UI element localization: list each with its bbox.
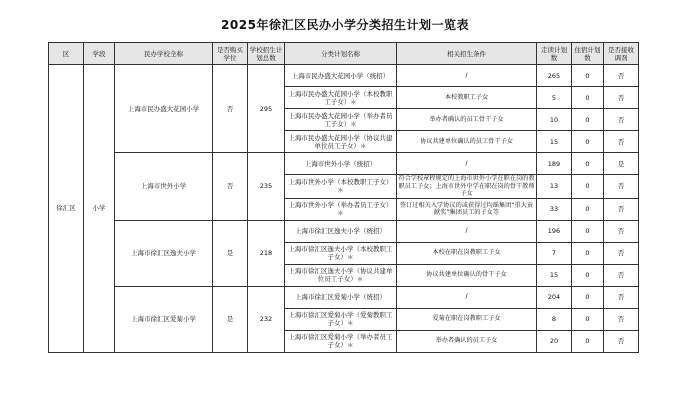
total-plan: 232 xyxy=(248,286,285,352)
boarding-plan: 0 xyxy=(572,308,604,330)
accept-transfer: 否 xyxy=(604,330,639,352)
day-plan: 13 xyxy=(537,175,572,199)
day-plan: 15 xyxy=(537,131,572,153)
stage-cell: 小学 xyxy=(84,65,115,353)
plan-name: 上海市世外小学（举办者员工子女）＊ xyxy=(285,198,397,220)
accept-transfer: 否 xyxy=(604,220,639,242)
header-boarding-plan: 住宿计划数 xyxy=(572,43,604,65)
plan-condition: 本校在职在岗教职工子女 xyxy=(397,242,537,264)
buy-seats: 否 xyxy=(213,153,248,221)
plan-condition: 举办者确认的员工子女 xyxy=(397,330,537,352)
plan-condition: 协议共建单位确认的员工骨干子女 xyxy=(397,131,537,153)
plan-name: 上海市民办盛大花园小学（举办者员工子女）＊ xyxy=(285,109,397,131)
plan-condition: 签订过相关入学协议的或获得过均瑶集团“重大贡献奖”集团员工的子女等 xyxy=(397,198,537,220)
table-row xyxy=(49,286,639,308)
plan-condition: 本校教职工子女 xyxy=(397,87,537,109)
day-plan: 15 xyxy=(537,264,572,286)
plan-condition: 爱菊在职在岗教职工子女 xyxy=(397,308,537,330)
header-day-plan: 走读计划数 xyxy=(537,43,572,65)
boarding-plan: 0 xyxy=(572,153,604,175)
header-stage: 学段 xyxy=(84,43,115,65)
accept-transfer: 否 xyxy=(604,131,639,153)
school-name: 上海市徐汇区爱菊小学 xyxy=(115,286,213,352)
day-plan: 265 xyxy=(537,65,572,87)
day-plan: 33 xyxy=(537,198,572,220)
plan-condition: 协议共建单位确认的骨干子女 xyxy=(397,264,537,286)
total-plan: 218 xyxy=(248,220,285,286)
header-total-plan: 学校招生计划总数 xyxy=(248,43,285,65)
accept-transfer: 否 xyxy=(604,198,639,220)
accept-transfer: 否 xyxy=(604,109,639,131)
plan-name: 上海市民办盛大花园小学（本校教职工子女）＊ xyxy=(285,87,397,109)
buy-seats: 是 xyxy=(213,220,248,286)
boarding-plan: 0 xyxy=(572,131,604,153)
day-plan: 7 xyxy=(537,242,572,264)
boarding-plan: 0 xyxy=(572,264,604,286)
boarding-plan: 0 xyxy=(572,109,604,131)
accept-transfer: 是 xyxy=(604,153,639,175)
school-name: 上海市民办盛大花园小学 xyxy=(115,65,213,153)
total-plan: 295 xyxy=(248,65,285,153)
accept-transfer: 否 xyxy=(604,65,639,87)
accept-transfer: 否 xyxy=(604,264,639,286)
boarding-plan: 0 xyxy=(572,242,604,264)
accept-transfer: 否 xyxy=(604,87,639,109)
plan-name: 上海市世外小学（本校教职工子女）＊ xyxy=(285,175,397,199)
boarding-plan: 0 xyxy=(572,198,604,220)
plan-condition: / xyxy=(397,286,537,308)
plan-name: 上海市徐汇区逸夫小学（协议共建单位员工子女）＊ xyxy=(285,264,397,286)
plan-name: 上海市徐汇区逸夫小学（统招） xyxy=(285,220,397,242)
accept-transfer: 否 xyxy=(604,242,639,264)
header-school-name: 民办学校全称 xyxy=(115,43,213,65)
header-buy-seats: 是否购买学位 xyxy=(213,43,248,65)
boarding-plan: 0 xyxy=(572,286,604,308)
total-plan: 235 xyxy=(248,153,285,221)
table-header-row xyxy=(49,43,639,65)
district-cell: 徐汇区 xyxy=(49,65,84,353)
boarding-plan: 0 xyxy=(572,330,604,352)
plan-name: 上海市徐汇区爱菊小学（爱菊教职工子女）＊ xyxy=(285,308,397,330)
boarding-plan: 0 xyxy=(572,220,604,242)
plan-name: 上海市民办盛大花园小学（统招） xyxy=(285,65,397,87)
plan-condition: / xyxy=(397,220,537,242)
plan-name: 上海市世外小学（统招） xyxy=(285,153,397,175)
enrollment-plan-table xyxy=(48,42,639,353)
plan-condition: 举办者确认的员工骨干子女 xyxy=(397,109,537,131)
header-plan-name: 分类计划名称 xyxy=(285,43,397,65)
boarding-plan: 0 xyxy=(572,87,604,109)
day-plan: 10 xyxy=(537,109,572,131)
plan-name: 上海市徐汇区爱菊小学（举办者员工子女）＊ xyxy=(285,330,397,352)
day-plan: 189 xyxy=(537,153,572,175)
plan-condition: 符合学校章程规定的上海市世外小学在职在岗的教职员工子女；上海市世外中学在职在岗的骨干教师子女 xyxy=(398,175,535,198)
accept-transfer: 否 xyxy=(604,175,639,199)
plan-name: 上海市民办盛大花园小学（协议共建单位员工子女）＊ xyxy=(285,131,397,153)
buy-seats: 是 xyxy=(213,286,248,352)
buy-seats: 否 xyxy=(213,65,248,153)
table-row xyxy=(49,65,639,87)
plan-condition: / xyxy=(397,153,537,175)
plan-condition: / xyxy=(397,65,537,87)
day-plan: 8 xyxy=(537,308,572,330)
day-plan: 20 xyxy=(537,330,572,352)
accept-transfer: 否 xyxy=(604,308,639,330)
day-plan: 196 xyxy=(537,220,572,242)
document-title: 2025年徐汇区民办小学分类招生计划一览表 xyxy=(221,18,469,32)
school-name: 上海市世外小学 xyxy=(115,153,213,221)
plan-name: 上海市徐汇区逸夫小学（本校教职工子女）＊ xyxy=(285,242,397,264)
header-district: 区 xyxy=(49,43,84,65)
table-row xyxy=(49,153,639,175)
header-accept-transfer: 是否接收调剂 xyxy=(604,43,639,65)
plan-name: 上海市徐汇区爱菊小学（统招） xyxy=(285,286,397,308)
accept-transfer: 否 xyxy=(604,286,639,308)
header-conditions: 相关招生条件 xyxy=(397,43,537,65)
day-plan: 5 xyxy=(537,87,572,109)
school-name: 上海市徐汇区逸夫小学 xyxy=(115,220,213,286)
boarding-plan: 0 xyxy=(572,65,604,87)
boarding-plan: 0 xyxy=(572,175,604,199)
day-plan: 204 xyxy=(537,286,572,308)
table-row xyxy=(49,220,639,242)
